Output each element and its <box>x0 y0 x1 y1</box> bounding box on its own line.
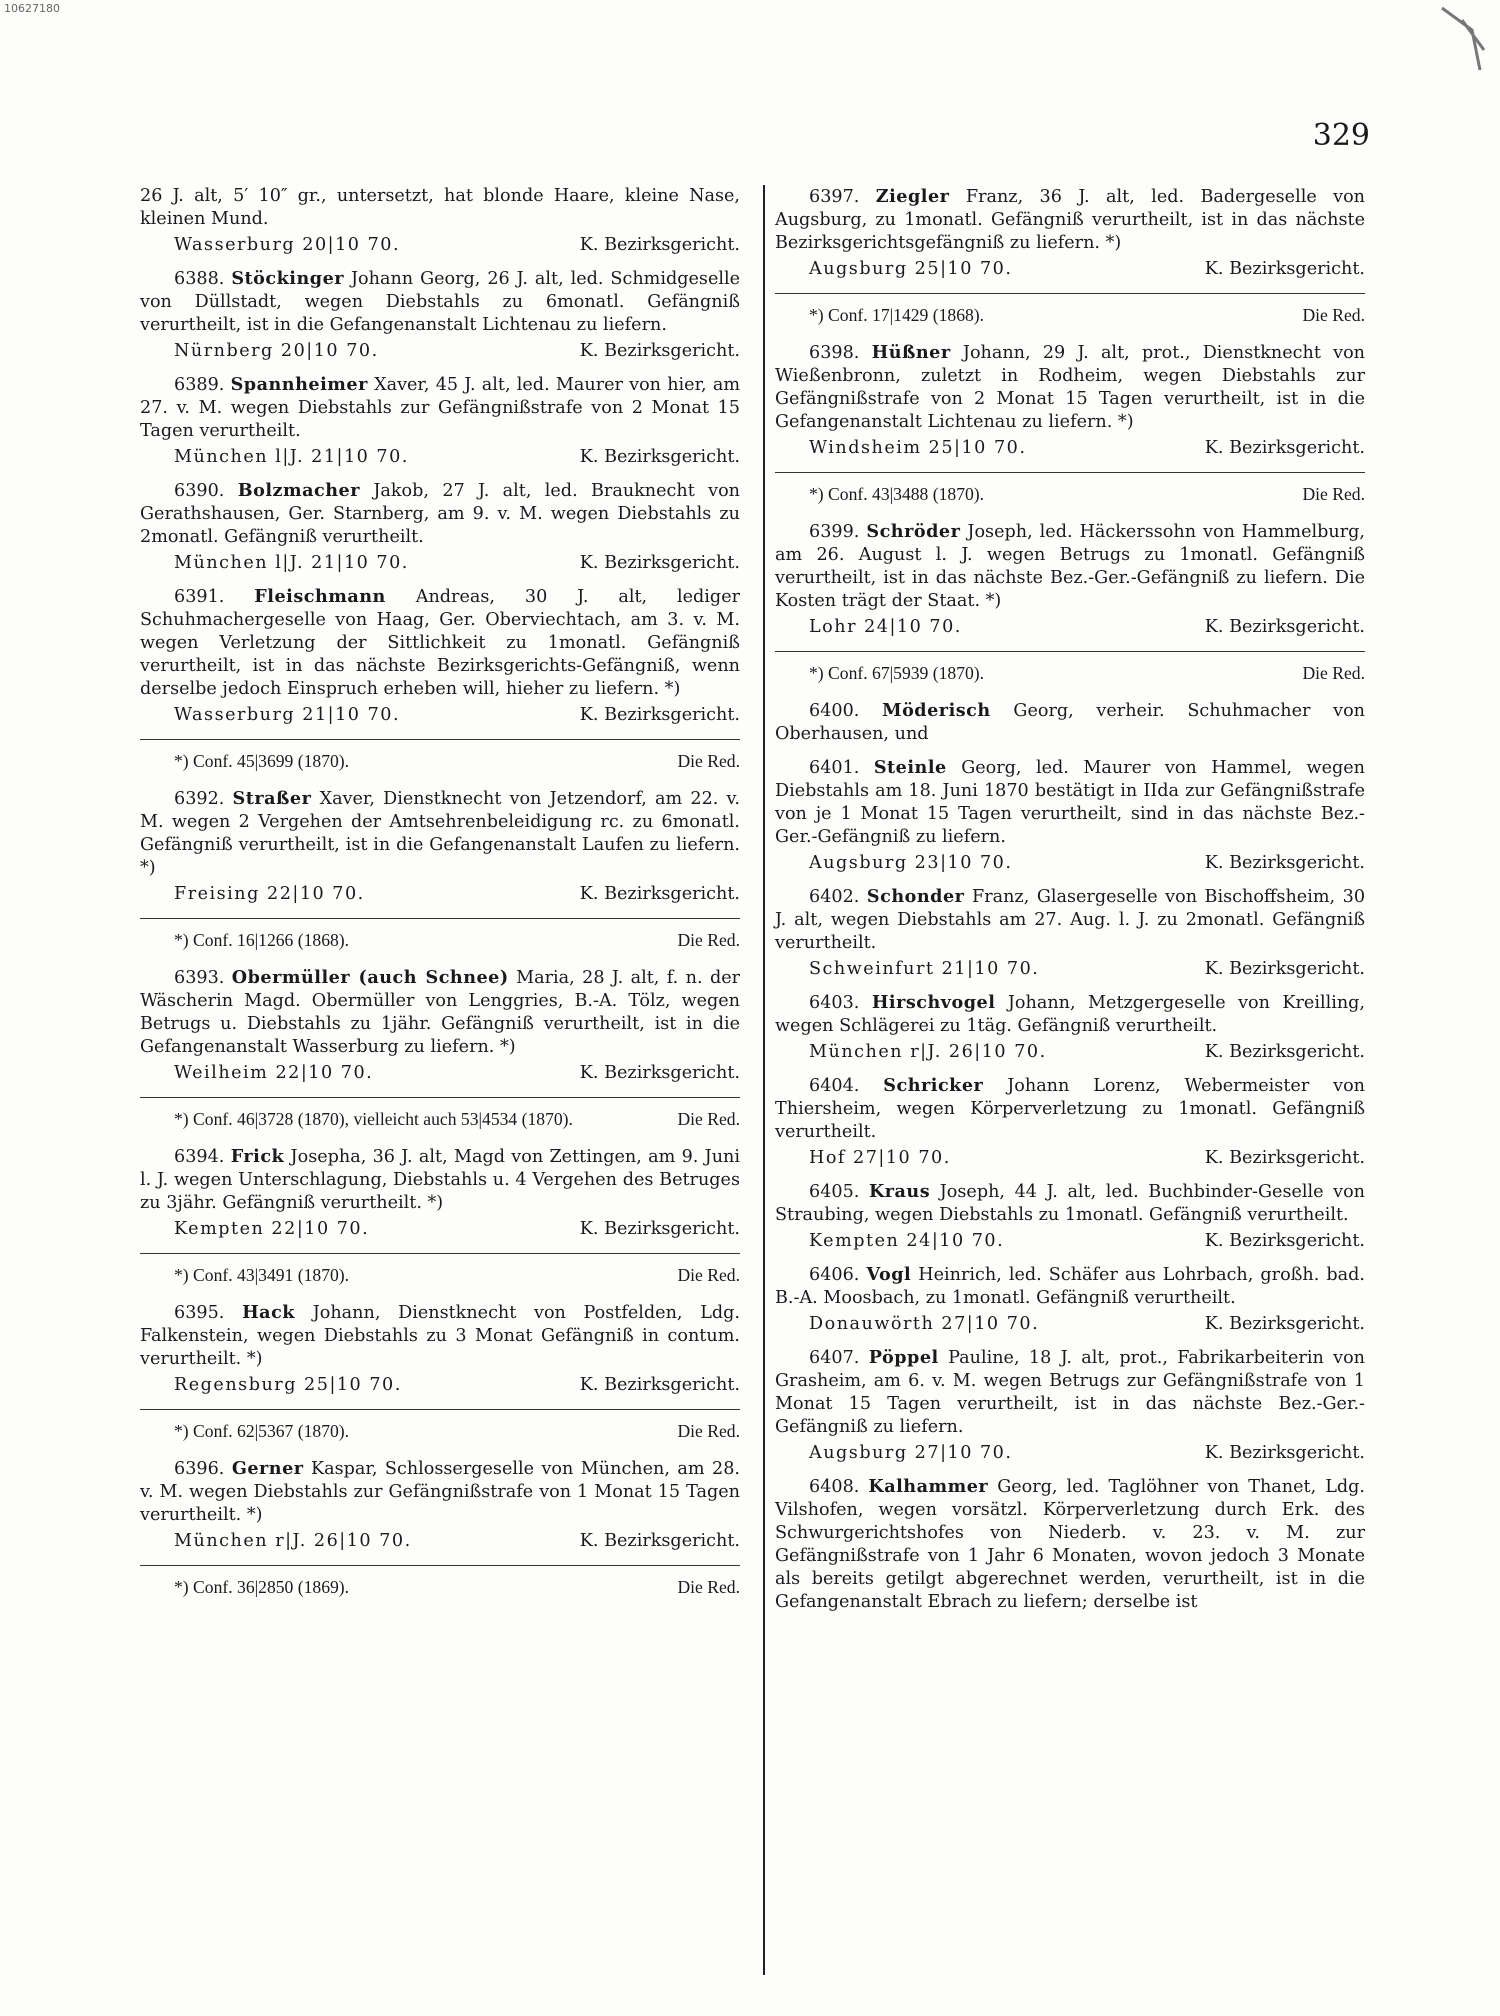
entry-number: 6408. <box>809 1477 860 1497</box>
court-name: K. Bezirksgericht. <box>1204 1042 1365 1062</box>
entry-text <box>140 1145 740 1215</box>
person-name: Hirschvogel <box>871 992 996 1013</box>
entry-text <box>775 699 1365 746</box>
entry-text <box>775 885 1365 955</box>
entry-body: Xaver, 45 J. alt, led. Maurer von hier, am 27. v. M. wegen Diebstahls zur Gefängnißstrafe von 2 Monat 15 Tagen verurtheilt. <box>140 375 741 441</box>
court-name: K. Bezirksgericht. <box>579 1219 740 1239</box>
entry-body: Johann, Dienstknecht von Postfelden, Ldg. Falkenstein, wegen Diebstahls zu 3 Monat Gefängniß in contum. verurtheilt. *) <box>140 1303 741 1369</box>
register-entry <box>140 585 740 773</box>
footnote-editor: Die Red. <box>677 1421 740 1441</box>
footnote <box>775 651 1365 685</box>
entry-body: Kaspar, Schlossergeselle von München, am 28. v. M. wegen Diebstahls zur Gefängnißstrafe von 1 Monat 15 Tagen verurtheilt. *) <box>140 1459 740 1525</box>
entry-signature <box>140 552 740 575</box>
entry-text <box>775 756 1365 849</box>
register-entry <box>775 756 1365 875</box>
entry-number: 6399. <box>809 522 860 542</box>
register-entry <box>775 1074 1365 1170</box>
register-entry <box>775 991 1365 1064</box>
entry-number: 6396. <box>174 1459 225 1479</box>
entry-text <box>775 185 1365 255</box>
entry-number: 6405. <box>809 1182 860 1202</box>
entry-signature <box>775 852 1365 875</box>
register-entry <box>140 787 740 952</box>
entry-text <box>775 341 1365 434</box>
entry-text <box>140 1301 740 1371</box>
person-name: Straßer <box>232 788 312 809</box>
person-name: Fleischmann <box>254 586 386 607</box>
page-number: 329 <box>1312 118 1370 153</box>
place-date: Weilheim 22|10 70. <box>174 1063 374 1083</box>
entry-number: 6407. <box>809 1348 860 1368</box>
court-name: K. Bezirksgericht. <box>579 1531 740 1551</box>
entry-number: 6392. <box>174 789 225 809</box>
person-name: Spannheimer <box>230 374 368 395</box>
entry-signature <box>140 446 740 469</box>
entry-body: Pauline, 18 J. alt, prot., Fabrikarbeiterin von Grasheim, am 6. v. M. wegen Betrugs zur Gefängnißstrafe von 1 Monat 15 Tagen verurtheilt, ist in das nächste Bez.-Ger.-Gefängniß zu liefern. <box>775 1348 1366 1437</box>
entry-signature <box>140 1218 740 1241</box>
register-entry <box>775 1180 1365 1253</box>
person-name: Hüßner <box>871 342 951 363</box>
entry-number: 6390. <box>174 481 225 501</box>
entry-signature <box>775 437 1365 460</box>
person-name: Bolzmacher <box>237 480 360 501</box>
footnote <box>140 1097 740 1131</box>
court-name: K. Bezirksgericht. <box>579 705 740 725</box>
entry-signature <box>140 1530 740 1553</box>
footnote-reference: *) Conf. 62|5367 (1870). <box>174 1421 350 1441</box>
place-date: München l|J. 21|10 70. <box>174 553 409 573</box>
entry-text <box>140 966 740 1059</box>
entry-text <box>775 1475 1365 1614</box>
register-entry <box>775 1475 1365 1614</box>
entry-body: Georg, led. Taglöhner von Thanet, Ldg. Vilshofen, wegen vorsätzl. Körperverletzung durch Erk. des Schwurgerichtshofes von Niederb. v. 23. v. M. zur Gefängnißstrafe von 1 Jahr 6 Monaten, wovon jedoch 3 Monate als bereits getilgt abgerechnet werden, verurtheilt, ist in die Gefangenanstalt Ebrach zu liefern; derselbe ist <box>775 1477 1365 1612</box>
entry-number: 6406. <box>809 1265 860 1285</box>
entry-signature <box>140 704 740 727</box>
register-entry <box>140 1301 740 1443</box>
court-name: K. Bezirksgericht. <box>579 447 740 467</box>
entry-body: Josepha, 36 J. alt, Magd von Zettingen, am 9. Juni l. J. wegen Unterschlagung, Diebstahls u. 4 Vergehen des Betruges zu 3jähr. Gefängniß verurtheilt. *) <box>140 1147 741 1213</box>
person-name: Kraus <box>868 1181 931 1202</box>
footnote <box>775 293 1365 327</box>
entry-signature <box>775 1442 1365 1465</box>
entry-text <box>775 1346 1365 1439</box>
entry-text <box>775 520 1365 613</box>
entry-number: 6395. <box>174 1303 225 1323</box>
place-date: Donauwörth 27|10 70. <box>809 1314 1040 1334</box>
register-entry <box>140 1457 740 1599</box>
entry-body: Joseph, led. Häckerssohn von Hammelburg, am 26. August l. J. wegen Betrugs zu 1monatl. Gefängniß verurtheilt, ist in das nächste Bez.-Ger.-Gefängniß zu liefern. Die Kosten trägt der Staat. *) <box>775 522 1366 611</box>
register-entry <box>775 1263 1365 1336</box>
entry-text <box>140 585 740 701</box>
entry-text <box>775 1263 1365 1310</box>
footnote <box>140 1253 740 1287</box>
entry-body: Johann, Metzgergeselle von Kreilling, wegen Schlägerei zu 1täg. Gefängniß verurtheilt. <box>775 993 1366 1036</box>
entry-number: 6403. <box>809 993 860 1013</box>
court-name: K. Bezirksgericht. <box>579 884 740 904</box>
footnote-editor: Die Red. <box>677 930 740 950</box>
entry-text <box>140 267 740 337</box>
register-entry <box>140 966 740 1131</box>
footnote <box>140 1565 740 1599</box>
entry-body: Johann Georg, 26 J. alt, led. Schmidgeselle von Düllstadt, wegen Diebstahls zu 6monatl. Gefängniß verurtheilt, ist in die Gefangenanstalt Lichtenau zu liefern. <box>140 269 741 335</box>
entry-signature <box>775 958 1365 981</box>
entry-text <box>140 1457 740 1527</box>
entry-signature <box>140 234 740 257</box>
entry-signature <box>775 1041 1365 1064</box>
register-entry <box>775 341 1365 506</box>
court-name: K. Bezirksgericht. <box>579 1375 740 1395</box>
place-date: Freising 22|10 70. <box>174 884 365 904</box>
entry-body: Johann Lorenz, Webermeister von Thiersheim, wegen Körperverletzung zu 1monatl. Gefängniß verurtheilt. <box>775 1076 1365 1142</box>
footnote-reference: *) Conf. 43|3491 (1870). <box>174 1265 350 1285</box>
person-name: Schröder <box>866 521 961 542</box>
entry-body: Heinrich, led. Schäfer aus Lohrbach, großh. bad. B.-A. Moosbach, zu 1monatl. Gefängniß verurtheilt. <box>775 1265 1366 1308</box>
entry-number: 6401. <box>809 758 860 778</box>
person-name: Steinle <box>873 757 947 778</box>
entry-signature <box>140 883 740 906</box>
court-name: K. Bezirksgericht. <box>1204 1148 1365 1168</box>
entry-body: Xaver, Dienstknecht von Jetzendorf, am 22. v. M. wegen 2 Vergehen der Amtsehrenbeleidigung rc. zu 6monatl. Gefängniß verurtheilt, ist in die Gefangenanstalt Laufen zu liefern. *) <box>140 789 740 878</box>
footnote-editor: Die Red. <box>677 1577 740 1597</box>
court-name: K. Bezirksgericht. <box>1204 259 1365 279</box>
person-name: Gerner <box>231 1458 304 1479</box>
place-date: München r|J. 26|10 70. <box>174 1531 412 1551</box>
footnote-reference: *) Conf. 17|1429 (1868). <box>809 305 985 325</box>
entry-body: Franz, 36 J. alt, led. Badergeselle von Augsburg, zu 1monatl. Gefängniß verurtheilt, ist in das nächste Bezirksgerichtsgefängniß zu liefern. *) <box>775 187 1366 253</box>
entry-text <box>775 1074 1365 1144</box>
place-date: München r|J. 26|10 70. <box>809 1042 1047 1062</box>
entry-number: 6404. <box>809 1076 860 1096</box>
place-date: Hof 27|10 70. <box>809 1148 951 1168</box>
entry-signature <box>775 616 1365 639</box>
person-name: Hack <box>242 1302 295 1323</box>
entry-number: 6398. <box>809 343 860 363</box>
place-date: Wasserburg 21|10 70. <box>174 705 401 725</box>
page-identifier: 10627180 <box>4 2 60 15</box>
person-name: Frick <box>230 1146 285 1167</box>
person-name: Möderisch <box>882 700 991 721</box>
footnote-reference: *) Conf. 67|5939 (1870). <box>809 663 985 683</box>
place-date: Regensburg 25|10 70. <box>174 1375 402 1395</box>
place-date: Kempten 24|10 70. <box>809 1231 1005 1251</box>
register-entry <box>775 520 1365 685</box>
entry-body: Maria, 28 J. alt, f. n. der Wäscherin Magd. Obermüller von Lenggries, B.-A. Tölz, wegen Betrugs u. Diebstahls zu 1jähr. Gefängniß verurtheilt, ist in die Gefangenanstalt Wasserburg zu liefern. *) <box>140 968 741 1057</box>
entry-number: 6393. <box>174 968 225 988</box>
footnote-reference: *) Conf. 46|3728 (1870), vielleicht auch 53|4534 (1870). <box>174 1109 573 1129</box>
entry-body: Jakob, 27 J. alt, led. Brauknecht von Gerathshausen, Ger. Starnberg, am 9. v. M. wegen Diebstahls zu 2monatl. Gefängniß verurtheilt. <box>140 481 741 547</box>
entry-number: 6389. <box>174 375 225 395</box>
entry-text <box>140 479 740 549</box>
footnote-reference: *) Conf. 45|3699 (1870). <box>174 751 350 771</box>
entry-number: 6388. <box>174 269 225 289</box>
place-date: Kempten 22|10 70. <box>174 1219 370 1239</box>
court-name: K. Bezirksgericht. <box>579 341 740 361</box>
entry-signature <box>140 1062 740 1085</box>
entry-text <box>140 185 740 231</box>
court-name: K. Bezirksgericht. <box>1204 438 1365 458</box>
footnote <box>775 472 1365 506</box>
entry-body: Johann, 29 J. alt, prot., Dienstknecht von Wießenbronn, zuletzt in Rodheim, wegen Diebstahls zur Gefängnißstrafe von 2 Monat 15 Tagen verurtheilt, ist in die Gefangenanstalt Lichtenau zu liefern. *) <box>775 343 1366 432</box>
right-column <box>775 185 1365 1624</box>
margin-mark <box>1432 0 1492 90</box>
person-name: Kalhammer <box>868 1476 989 1497</box>
place-date: Augsburg 23|10 70. <box>809 853 1013 873</box>
register-entry <box>775 699 1365 746</box>
place-date: Augsburg 27|10 70. <box>809 1443 1013 1463</box>
register-entry <box>140 479 740 575</box>
entry-body: Franz, Glasergeselle von Bischoffsheim, 30 J. alt, wegen Diebstahls am 27. Aug. l. J. zu 2monatl. Gefängniß verurtheilt. <box>775 887 1366 953</box>
footnote-editor: Die Red. <box>677 751 740 771</box>
register-entry <box>140 185 740 257</box>
place-date: München l|J. 21|10 70. <box>174 447 409 467</box>
footnote-editor: Die Red. <box>677 1265 740 1285</box>
entry-signature <box>775 1147 1365 1170</box>
register-entry <box>775 185 1365 327</box>
entry-signature <box>775 1230 1365 1253</box>
register-entry <box>140 267 740 363</box>
person-name: Ziegler <box>875 186 950 207</box>
entry-body: 26 J. alt, 5′ 10″ gr., untersetzt, hat blonde Haare, kleine Nase, kleinen Mund. <box>140 186 740 229</box>
place-date: Schweinfurt 21|10 70. <box>809 959 1040 979</box>
entry-body: Andreas, 30 J. alt, lediger Schuhmachergeselle von Haag, Ger. Oberviechtach, am 3. v. M. wegen Verletzung der Sittlichkeit zu 1monatl. Gefängniß verurtheilt, ist in das nächste Bezirksgerichts-Gefängniß, wenn derselbe jedoch Einspruch erheben will, hieher zu liefern. *) <box>140 587 741 699</box>
place-date: Windsheim 25|10 70. <box>809 438 1027 458</box>
court-name: K. Bezirksgericht. <box>1204 1314 1365 1334</box>
entry-body: Georg, verheir. Schuhmacher von Oberhausen, und <box>775 701 1366 744</box>
entry-number: 6400. <box>809 701 860 721</box>
left-column <box>140 185 740 1613</box>
footnote-editor: Die Red. <box>1302 305 1365 325</box>
person-name: Schonder <box>866 886 965 907</box>
entry-signature <box>775 1313 1365 1336</box>
person-name: Schricker <box>883 1075 984 1096</box>
footnote-editor: Die Red. <box>1302 663 1365 683</box>
footnote <box>140 739 740 773</box>
entry-number: 6402. <box>809 887 860 907</box>
court-name: K. Bezirksgericht. <box>1204 1443 1365 1463</box>
place-date: Augsburg 25|10 70. <box>809 259 1013 279</box>
court-name: K. Bezirksgericht. <box>1204 617 1365 637</box>
person-name: Pöppel <box>868 1347 939 1368</box>
register-entry <box>140 1145 740 1287</box>
place-date: Wasserburg 20|10 70. <box>174 235 401 255</box>
court-name: K. Bezirksgericht. <box>1204 853 1365 873</box>
entry-signature <box>140 1374 740 1397</box>
register-entry <box>140 373 740 469</box>
entry-signature <box>775 258 1365 281</box>
footnote <box>140 1409 740 1443</box>
entry-text <box>775 1180 1365 1227</box>
footnote-editor: Die Red. <box>677 1109 740 1129</box>
person-name: Stöckinger <box>231 268 345 289</box>
entry-text <box>775 991 1365 1038</box>
footnote-editor: Die Red. <box>1302 484 1365 504</box>
column-divider <box>763 185 765 1975</box>
court-name: K. Bezirksgericht. <box>1204 959 1365 979</box>
court-name: K. Bezirksgericht. <box>579 235 740 255</box>
register-entry <box>775 1346 1365 1465</box>
footnote-reference: *) Conf. 16|1266 (1868). <box>174 930 350 950</box>
entry-number: 6397. <box>809 187 860 207</box>
court-name: K. Bezirksgericht. <box>579 1063 740 1083</box>
entry-number: 6391. <box>174 587 225 607</box>
register-entry <box>775 885 1365 981</box>
place-date: Nürnberg 20|10 70. <box>174 341 379 361</box>
person-name: Vogl <box>866 1264 912 1285</box>
entry-body: Georg, led. Maurer von Hammel, wegen Diebstahls am 18. Juni 1870 bestätigt in IIda zur Gefängnißstrafe von je 1 Monat 15 Tagen verurtheilt, sind in das nächste Bez.-Ger.-Gefängniß zu liefern. <box>775 758 1365 847</box>
place-date: Lohr 24|10 70. <box>809 617 962 637</box>
entry-body: Joseph, 44 J. alt, led. Buchbinder-Geselle von Straubing, wegen Diebstahls zu 1monatl. Gefängniß verurtheilt. <box>775 1182 1366 1225</box>
court-name: K. Bezirksgericht. <box>1204 1231 1365 1251</box>
entry-text <box>140 373 740 443</box>
person-name: Obermüller (auch Schnee) <box>231 967 509 988</box>
entry-text <box>140 787 740 880</box>
entry-signature <box>140 340 740 363</box>
court-name: K. Bezirksgericht. <box>579 553 740 573</box>
footnote <box>140 918 740 952</box>
entry-number: 6394. <box>174 1147 225 1167</box>
footnote-reference: *) Conf. 43|3488 (1870). <box>809 484 985 504</box>
footnote-reference: *) Conf. 36|2850 (1869). <box>174 1577 350 1597</box>
